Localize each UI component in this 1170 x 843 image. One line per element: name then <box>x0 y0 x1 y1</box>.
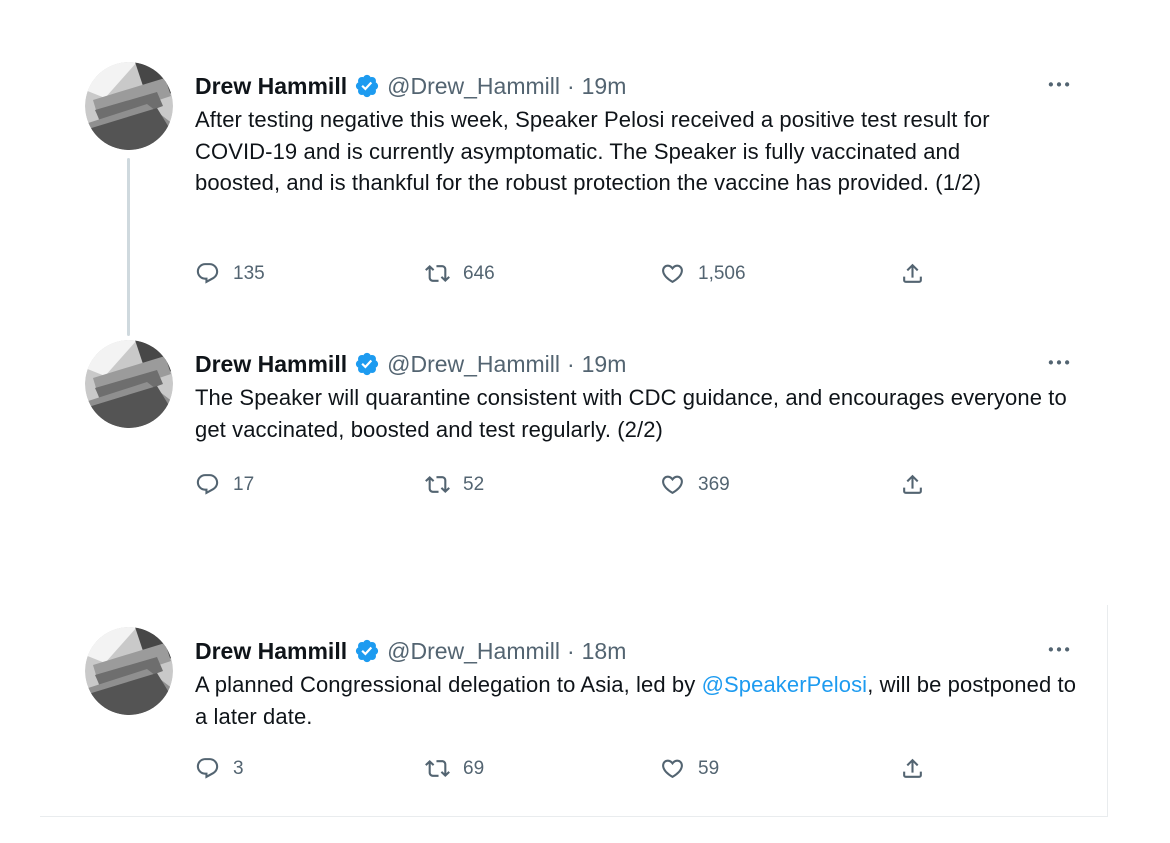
share-button[interactable] <box>900 756 925 781</box>
three-dots-icon <box>1044 70 1074 100</box>
tweet-header <box>195 350 626 378</box>
tweet-text-segment: A planned Congressional delegation to Asia, led by <box>195 672 702 697</box>
avatar-image <box>85 340 173 428</box>
heart-icon <box>660 756 685 781</box>
tweet-text <box>195 382 1087 445</box>
retweet-count: 69 <box>463 758 485 779</box>
avatar-image <box>85 627 173 715</box>
heart-icon <box>660 472 685 497</box>
verified-badge-icon <box>354 73 380 99</box>
header-separator: · <box>566 73 575 99</box>
header-separator: · <box>566 638 575 664</box>
tweet-text <box>195 104 1017 199</box>
like-count: 1,506 <box>698 263 746 284</box>
reply-icon <box>195 261 220 286</box>
tweet-text-content: After testing negative this week, Speaker Pelosi received a positive test result for COVID-19 and is currently asymptomatic. The Speaker is fully vaccinated and boosted, and is thankful for the robust protection the vaccine has provided. (1/2) <box>195 107 990 195</box>
retweet-icon <box>425 472 450 497</box>
author-handle[interactable]: @Drew_Hammill <box>387 73 560 99</box>
three-dots-icon <box>1044 348 1074 378</box>
like-button[interactable] <box>660 261 746 286</box>
mention-link[interactable]: @SpeakerPelosi <box>701 672 868 697</box>
author-handle[interactable]: @Drew_Hammill <box>387 351 560 377</box>
like-count: 369 <box>698 474 730 495</box>
retweet-button[interactable] <box>425 472 484 497</box>
reply-count: 17 <box>233 474 255 495</box>
retweet-count: 52 <box>463 474 485 495</box>
tweet-actions <box>195 756 935 786</box>
reply-button[interactable] <box>195 472 254 497</box>
tweet-text-segment: , will be postponed to a later date. <box>195 672 1077 729</box>
reply-button[interactable] <box>195 261 265 286</box>
author-handle[interactable]: @Drew_Hammill <box>387 638 560 664</box>
reply-count: 3 <box>233 758 244 779</box>
retweet-button[interactable] <box>425 261 495 286</box>
timestamp[interactable]: 19m <box>581 351 627 377</box>
tweet-actions <box>195 261 935 291</box>
author-name[interactable]: Drew Hammill <box>195 351 348 377</box>
avatar[interactable] <box>85 340 173 428</box>
retweet-count: 646 <box>463 263 495 284</box>
reply-icon <box>195 756 220 781</box>
retweet-icon <box>425 756 450 781</box>
avatar[interactable] <box>85 62 173 150</box>
three-dots-icon <box>1044 635 1074 665</box>
more-button[interactable] <box>1042 639 1076 661</box>
share-icon <box>900 261 925 286</box>
share-icon <box>900 472 925 497</box>
header-separator: · <box>566 351 575 377</box>
share-icon <box>900 756 925 781</box>
author-name[interactable]: Drew Hammill <box>195 638 348 664</box>
retweet-button[interactable] <box>425 756 484 781</box>
reply-button[interactable] <box>195 756 244 781</box>
timestamp[interactable]: 19m <box>581 73 627 99</box>
like-count: 59 <box>698 758 720 779</box>
like-button[interactable] <box>660 756 719 781</box>
tweet-text-content: The Speaker will quarantine consistent with CDC guidance, and encourages everyone to get vaccinated, boosted and test regularly. (2/2) <box>195 385 1067 442</box>
like-button[interactable] <box>660 472 730 497</box>
tweet-header <box>195 72 626 100</box>
avatar[interactable] <box>85 627 173 715</box>
tweet-text <box>195 669 1087 732</box>
retweet-icon <box>425 261 450 286</box>
thread-connector-line <box>127 158 130 336</box>
more-button[interactable] <box>1042 352 1076 374</box>
avatar-image <box>85 62 173 150</box>
share-button[interactable] <box>900 261 925 286</box>
share-button[interactable] <box>900 472 925 497</box>
reply-count: 135 <box>233 263 265 284</box>
timestamp[interactable]: 18m <box>581 638 627 664</box>
verified-badge-icon <box>354 351 380 377</box>
tweet-actions <box>195 472 935 502</box>
tweet-header <box>195 637 626 665</box>
more-button[interactable] <box>1042 74 1076 96</box>
author-name[interactable]: Drew Hammill <box>195 73 348 99</box>
reply-icon <box>195 472 220 497</box>
verified-badge-icon <box>354 638 380 664</box>
heart-icon <box>660 261 685 286</box>
